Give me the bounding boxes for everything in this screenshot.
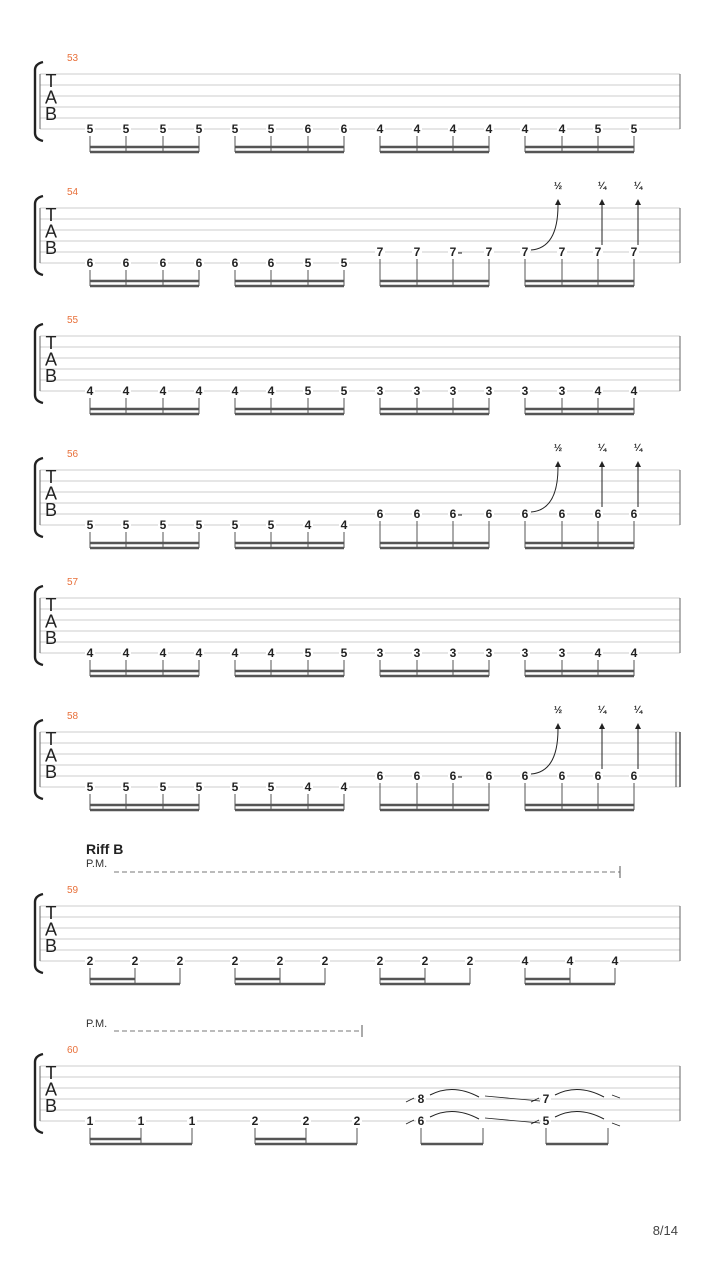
tab-clef-letter: T — [45, 595, 57, 615]
tab-clef-letter: B — [44, 500, 58, 520]
fret-number: 6 — [231, 256, 239, 270]
fret-number: 6 — [122, 256, 130, 270]
fret-number: 6 — [449, 507, 457, 521]
bend-arrowhead — [635, 461, 641, 467]
measure-number: 55 — [67, 315, 79, 326]
fret-number: 5 — [304, 646, 312, 660]
bend-amount: ¼ — [597, 443, 607, 454]
measure-number: 53 — [67, 53, 79, 64]
fret-number: 5 — [159, 122, 167, 136]
bend-amount: ½ — [553, 181, 563, 192]
fret-number: 2 — [231, 954, 239, 968]
fret-number: 4 — [630, 384, 638, 398]
fret-number: 5 — [195, 780, 203, 794]
fret-number: 4 — [376, 122, 384, 136]
fret-number: 4 — [267, 384, 275, 398]
fret-number: 2 — [131, 954, 139, 968]
fret-number: 5 — [159, 518, 167, 532]
tab-clef-letter: A — [44, 349, 58, 370]
fret-number: 6 — [630, 507, 638, 521]
fret-number: 5 — [86, 122, 94, 136]
bend-arrowhead — [599, 723, 605, 729]
fret-number: 4 — [594, 384, 602, 398]
fret-number: 5 — [122, 780, 130, 794]
fret-number: 2 — [176, 954, 184, 968]
tie-arc — [430, 1089, 479, 1097]
tab-clef-letter: A — [44, 221, 58, 242]
measure-number: 54 — [67, 187, 79, 198]
fret-number: 3 — [449, 646, 457, 660]
slide-line — [485, 1118, 540, 1123]
tab-clef-letter: T — [45, 1063, 57, 1083]
fret-number: 3 — [558, 646, 566, 660]
tab-clef-letter: B — [44, 762, 58, 782]
fret-number: 6 — [376, 507, 384, 521]
tie-arc — [555, 1111, 604, 1119]
bend-amount: ¼ — [597, 705, 607, 716]
bend-amount: ¼ — [633, 443, 643, 454]
fret-number: 4 — [122, 384, 130, 398]
tab-clef-letter: B — [44, 238, 58, 258]
fret-number: 2 — [353, 1114, 361, 1128]
fret-number: 5 — [86, 780, 94, 794]
fret-number: 3 — [449, 384, 457, 398]
tab-clef-letter: T — [45, 903, 57, 923]
fret-number: 4 — [86, 646, 94, 660]
fret-number: 6 — [630, 769, 638, 783]
riff-label: Riff B — [86, 841, 124, 857]
fret-number: 3 — [485, 384, 493, 398]
tie-arc — [430, 1111, 479, 1119]
bend-arrowhead — [635, 723, 641, 729]
fret-number: 6 — [558, 769, 566, 783]
tab-clef-letter: B — [44, 104, 58, 124]
fret-number: 2 — [376, 954, 384, 968]
bend-arrowhead — [599, 461, 605, 467]
fret-number: 6 — [594, 769, 602, 783]
fret-number: 5 — [122, 122, 130, 136]
fret-number: 4 — [521, 122, 529, 136]
fret-number: 6 — [558, 507, 566, 521]
bend-arrowhead — [599, 199, 605, 205]
tab-clef-letter: B — [44, 366, 58, 386]
tab-clef-letter: B — [44, 936, 58, 956]
fret-number: 5 — [340, 384, 348, 398]
bend-amount: ½ — [553, 443, 563, 454]
fret-number: 2 — [276, 954, 284, 968]
fret-number: 4 — [122, 646, 130, 660]
tab-clef-letter: A — [44, 1079, 58, 1100]
bend-curve — [531, 467, 558, 512]
fret-number: 4 — [304, 780, 312, 794]
fret-number: 4 — [566, 954, 574, 968]
fret-number: 4 — [340, 518, 348, 532]
bend-arrowhead — [555, 461, 561, 467]
fret-number: 7 — [485, 245, 493, 259]
fret-number: 4 — [86, 384, 94, 398]
fret-number: 7 — [630, 245, 638, 259]
fret-number: 6 — [485, 507, 493, 521]
fret-number: 6 — [86, 256, 94, 270]
fret-number: 3 — [521, 384, 529, 398]
tie-arc — [555, 1089, 604, 1097]
tab-clef-letter: A — [44, 919, 58, 940]
bend-amount: ¼ — [633, 705, 643, 716]
fret-number: 1 — [137, 1114, 145, 1128]
chord-fret-top: 7 — [542, 1092, 550, 1106]
fret-number: 6 — [485, 769, 493, 783]
fret-number: 4 — [159, 646, 167, 660]
fret-number: 6 — [521, 507, 529, 521]
fret-number: 5 — [195, 122, 203, 136]
tab-clef-letter: B — [44, 1096, 58, 1116]
fret-number: 3 — [413, 384, 421, 398]
bend-arrowhead — [555, 199, 561, 205]
fret-number: 3 — [376, 384, 384, 398]
bend-amount: ¼ — [597, 181, 607, 192]
fret-number: 5 — [340, 646, 348, 660]
tab-clef-letter: B — [44, 628, 58, 648]
fret-number: 4 — [304, 518, 312, 532]
fret-number: 6 — [413, 769, 421, 783]
fret-number: 6 — [340, 122, 348, 136]
fret-number: 5 — [195, 518, 203, 532]
tab-clef-letter: A — [44, 611, 58, 632]
fret-number: 7 — [521, 245, 529, 259]
fret-number: 3 — [485, 646, 493, 660]
measure-number: 57 — [67, 577, 79, 588]
fret-number: 5 — [304, 384, 312, 398]
bend-curve — [531, 729, 558, 774]
fret-number: 4 — [630, 646, 638, 660]
slide-out-mark — [612, 1095, 620, 1098]
fret-number: 4 — [558, 122, 566, 136]
fret-number: 3 — [413, 646, 421, 660]
fret-number: 6 — [159, 256, 167, 270]
fret-number: 5 — [594, 122, 602, 136]
fret-number: 2 — [251, 1114, 259, 1128]
bend-arrowhead — [555, 723, 561, 729]
fret-number: 6 — [449, 769, 457, 783]
fret-number: 6 — [413, 507, 421, 521]
fret-number: 5 — [304, 256, 312, 270]
fret-number: 6 — [376, 769, 384, 783]
fret-number: 2 — [466, 954, 474, 968]
fret-number: 4 — [195, 646, 203, 660]
tab-clef-letter: T — [45, 205, 57, 225]
chord-fret-top: 8 — [417, 1092, 425, 1106]
fret-number: 7 — [376, 245, 384, 259]
fret-number: 5 — [231, 122, 239, 136]
page-indicator: 8/14 — [652, 1223, 678, 1238]
fret-number: 1 — [188, 1114, 196, 1128]
fret-number: 5 — [267, 780, 275, 794]
fret-number: 6 — [195, 256, 203, 270]
fret-number: 5 — [231, 780, 239, 794]
fret-number: 6 — [304, 122, 312, 136]
fret-number: 4 — [159, 384, 167, 398]
fret-number: 2 — [86, 954, 94, 968]
tab-clef-letter: A — [44, 87, 58, 108]
bend-arrowhead — [635, 199, 641, 205]
slide-line — [485, 1096, 540, 1101]
fret-number: 4 — [340, 780, 348, 794]
fret-number: 3 — [376, 646, 384, 660]
fret-number: 7 — [449, 245, 457, 259]
measure-number: 59 — [67, 885, 79, 896]
fret-number: 3 — [521, 646, 529, 660]
fret-number: 4 — [449, 122, 457, 136]
fret-number: 7 — [413, 245, 421, 259]
fret-number: 5 — [267, 518, 275, 532]
tab-clef-letter: T — [45, 71, 57, 91]
chord-fret-bottom: 5 — [542, 1114, 550, 1128]
measure-number: 60 — [67, 1045, 79, 1056]
tab-clef-letter: A — [44, 483, 58, 504]
fret-number: 4 — [413, 122, 421, 136]
fret-number: 4 — [521, 954, 529, 968]
fret-number: 4 — [231, 646, 239, 660]
tab-clef-letter: T — [45, 467, 57, 487]
fret-number: 5 — [122, 518, 130, 532]
palm-mute-label: P.M. — [86, 858, 108, 870]
fret-number: 5 — [86, 518, 94, 532]
fret-number: 3 — [558, 384, 566, 398]
slide-out-mark — [612, 1123, 620, 1126]
bend-amount: ½ — [553, 705, 563, 716]
tab-clef-letter: T — [45, 333, 57, 353]
fret-number: 1 — [86, 1114, 94, 1128]
tab-clef-letter: T — [45, 729, 57, 749]
measure-number: 56 — [67, 449, 79, 460]
bend-amount: ¼ — [633, 181, 643, 192]
measure-number: 58 — [67, 711, 79, 722]
fret-number: 5 — [340, 256, 348, 270]
fret-number: 6 — [594, 507, 602, 521]
fret-number: 4 — [231, 384, 239, 398]
fret-number: 5 — [159, 780, 167, 794]
fret-number: 7 — [594, 245, 602, 259]
fret-number: 2 — [302, 1114, 310, 1128]
tab-clef-letter: A — [44, 745, 58, 766]
fret-number: 2 — [421, 954, 429, 968]
fret-number: 4 — [594, 646, 602, 660]
fret-number: 5 — [630, 122, 638, 136]
fret-number: 4 — [611, 954, 619, 968]
fret-number: 2 — [321, 954, 329, 968]
fret-number: 6 — [521, 769, 529, 783]
fret-number: 5 — [267, 122, 275, 136]
bend-curve — [531, 205, 558, 250]
fret-number: 5 — [231, 518, 239, 532]
fret-number: 4 — [195, 384, 203, 398]
fret-number: 7 — [558, 245, 566, 259]
chord-fret-bottom: 6 — [417, 1114, 425, 1128]
fret-number: 4 — [267, 646, 275, 660]
fret-number: 6 — [267, 256, 275, 270]
palm-mute-label: P.M. — [86, 1018, 108, 1030]
fret-number: 4 — [485, 122, 493, 136]
